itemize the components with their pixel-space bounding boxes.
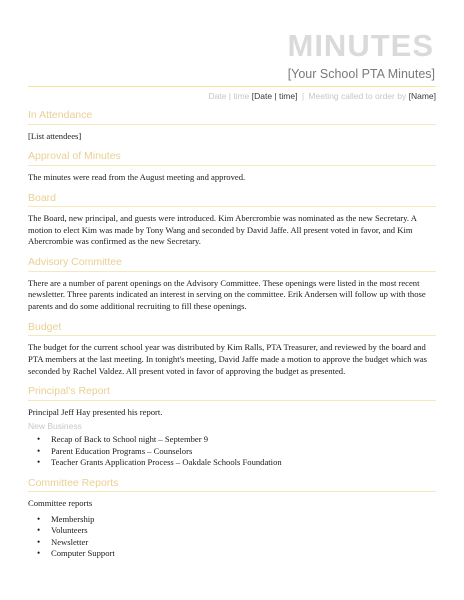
list-item: • Parent Education Programs – Counselors bbox=[51, 446, 436, 458]
document-title: MINUTES bbox=[287, 28, 434, 63]
new-business-list bbox=[28, 434, 436, 469]
section-text: The minutes were read from the August meeting and approved. bbox=[28, 171, 246, 182]
section-text: Principal Jeff Hay presented his report. bbox=[28, 407, 163, 418]
section-heading: In Attendance bbox=[28, 110, 436, 125]
date-value: [Date | time] bbox=[251, 91, 298, 101]
section-heading: Committee Reports bbox=[28, 478, 436, 493]
section-heading: Advisory Committee bbox=[28, 257, 436, 272]
committee-list bbox=[28, 514, 436, 560]
document-subtitle: [Your School PTA Minutes] bbox=[287, 67, 435, 81]
section-attendance bbox=[28, 110, 436, 142]
section-heading: Approval of Minutes bbox=[28, 151, 436, 166]
list-item: • Teacher Grants Application Process – Oakdale Schools Foundation bbox=[51, 457, 436, 469]
section-text: The budget for the current school year was distributed by Kim Ralls, PTA Treasurer, and reviewed by the board and PTA members at the last meeting. In tonight's meeting, David Jaffe made a motion to approve the budget which was seconded by Rachel Valdez. All present voted in favor of approving the budget as presented. bbox=[28, 342, 428, 376]
list-item: • Computer Support bbox=[51, 548, 436, 560]
section-approval bbox=[28, 151, 436, 183]
header-divider bbox=[28, 86, 436, 87]
section-heading: Budget bbox=[28, 322, 436, 337]
meta-separator: | bbox=[301, 91, 305, 101]
section-heading: Principal's Report bbox=[28, 386, 436, 401]
section-text: There are a number of parent openings on the Advisory Committee. These openings were listed in the most recent newsletter. Three parents indicated an interest in serving on the committee. Erik Andersen will follow up with those parents and do some additional recruiting to fill these openings. bbox=[28, 277, 426, 312]
minutes-body bbox=[28, 110, 436, 569]
list-item: • Newsletter bbox=[51, 537, 436, 549]
section-committee bbox=[28, 478, 436, 560]
new-business-subheading: New Business bbox=[28, 420, 82, 431]
section-budget bbox=[28, 322, 436, 378]
section-heading: Board bbox=[28, 193, 436, 208]
section-principal bbox=[28, 386, 436, 468]
section-text: The Board, new principal, and guests were introduced. Kim Abercrombie was nominated as the new Secretary. A motion to elect Kim was made by Tony Wang and seconded by David Jaffe. All present voted in favor, and Kim Abercrombie was confirmed as the new Secretary. bbox=[28, 213, 417, 247]
section-text: Committee reports bbox=[28, 498, 93, 509]
list-item: • Recap of Back to School night – September 9 bbox=[51, 434, 436, 446]
list-item: • Volunteers bbox=[51, 525, 436, 537]
called-to-order-label: Meeting called to order by bbox=[308, 91, 407, 101]
section-board bbox=[28, 193, 436, 249]
name-value: [Name] bbox=[408, 91, 436, 101]
section-text: [List attendees] bbox=[28, 130, 82, 141]
list-item: • Membership bbox=[51, 514, 436, 526]
meeting-meta bbox=[208, 92, 436, 101]
section-advisory bbox=[28, 257, 436, 313]
date-label: Date | time bbox=[208, 91, 250, 101]
